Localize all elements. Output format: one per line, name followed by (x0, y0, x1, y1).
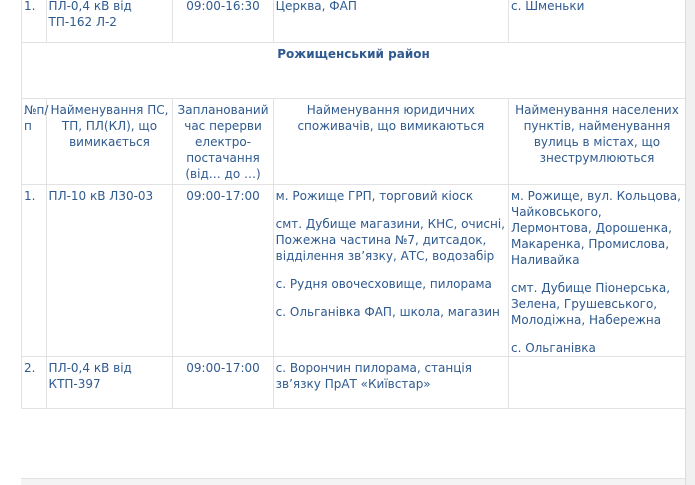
consumer-group: с. Рудня овочесховище, пилорама (275, 277, 492, 291)
vertical-scrollbar[interactable] (685, 0, 695, 485)
settlements (508, 357, 685, 409)
line-name: ПЛ-10 кВ Л30-03 (46, 185, 173, 357)
outage-time: 09:00-17:00 (173, 185, 273, 357)
district-row (22, 43, 686, 99)
line-name: ПЛ-0,4 кВ від ТП-162 Л-2 (46, 0, 173, 43)
settlement-group: с. Ольганівка (510, 341, 596, 355)
settlements: с. Шменьки (508, 0, 685, 43)
consumers: Церква, ФАП (273, 0, 508, 43)
row-number: 2. (22, 357, 47, 409)
header-line-name: Найменування ПС, ТП, ПЛ(КЛ), що вимикається (46, 99, 173, 185)
left-margin (0, 0, 21, 485)
outage-schedule-table (21, 0, 686, 409)
header-number: №п/п (22, 99, 47, 185)
line-name: ПЛ-0,4 кВ від КТП-397 (46, 357, 173, 409)
table-bottom-edge (21, 478, 686, 485)
settlements (508, 185, 685, 357)
settlement-group: м. Рожище, вул. Кольцова, Чайковського, Лермонтова, Дорошенка, Макаренка, Промислова, Наливайка (510, 189, 681, 267)
row-number: 1. (22, 185, 47, 357)
table-row (22, 357, 686, 409)
table-header-row (22, 99, 686, 185)
district-title: Рожищенський район (22, 43, 686, 99)
table-row (22, 185, 686, 357)
header-consumers: Найменування юридичних споживачів, що вимикаються (273, 99, 508, 185)
header-settlements: Найменування населених пунктів, найменування вулиць в містах, що знеструмлюються (508, 99, 685, 185)
outage-time: 09:00-17:00 (173, 357, 273, 409)
header-outage-time: Запланований час перерви електро-постачання (від… до …) (173, 99, 273, 185)
consumer-group: с. Ольганівка ФАП, школа, магазин (275, 305, 500, 319)
consumer-group: м. Рожище ГРП, торговий кіоск (275, 189, 474, 203)
outage-time: 09:00-16:30 (173, 0, 273, 43)
consumers (273, 185, 508, 357)
table-row (22, 0, 686, 43)
consumer-group: смт. Дубище магазини, КНС, очисні, Пожежна частина №7, дитсадок, відділення зв’язку, АТС, водозабір (275, 217, 505, 263)
consumers: с. Ворончин пилорама, станція зв’язку ПрАТ «Київстар» (273, 357, 508, 409)
row-number: 1. (22, 0, 47, 43)
settlement-group: смт. Дубище Піонерська, Зелена, Грушевського, Молодіжна, Набережна (510, 281, 671, 327)
